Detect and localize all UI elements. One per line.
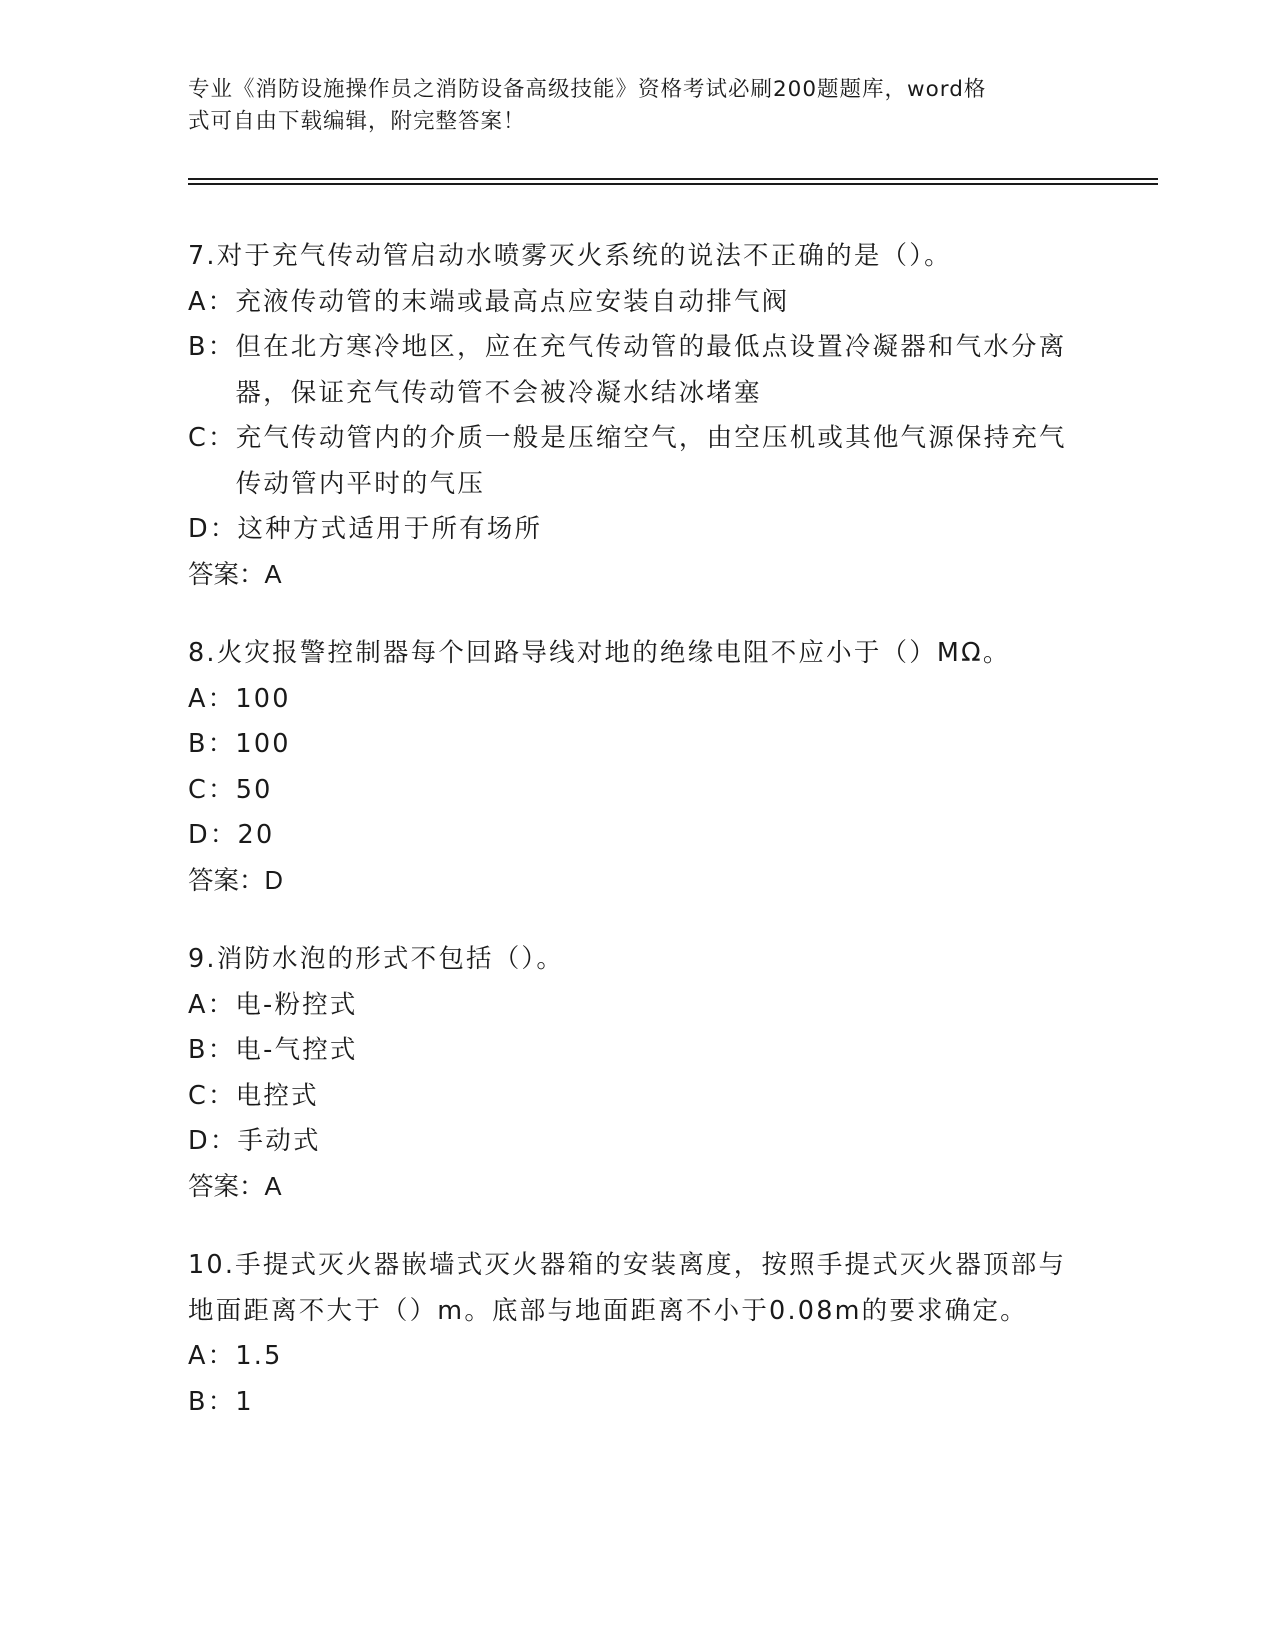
answer-value: A — [264, 1172, 282, 1201]
option-text: 但在北方寒冷地区，应在充气传动管的最低点设置冷凝器和气水分离器，保证充气传动管不会被冷凝水结冰堵塞 — [235, 332, 1067, 408]
answer-value: A — [264, 560, 282, 589]
question-8 — [188, 631, 1088, 904]
option-key: A： — [188, 989, 236, 1020]
question-text: 7.对于充气传动管启动水喷雾灭火系统的说法不正确的是（）。 — [188, 241, 952, 271]
option-key: C： — [188, 423, 236, 453]
question-7 — [188, 234, 1088, 598]
answer-line — [188, 859, 1088, 905]
answer-label: 答案： — [188, 866, 265, 895]
option-text: 100 — [235, 683, 291, 714]
option-key: A： — [188, 683, 236, 714]
option-text: 1.5 — [235, 1341, 283, 1371]
option-text: 充气传动管内的介质一般是压缩空气，由空压机或其他气源保持充气传动管内平时的气压 — [235, 423, 1067, 499]
option-text: 50 — [235, 774, 273, 805]
option-text: 手动式 — [237, 1126, 321, 1156]
option-c — [188, 1074, 1088, 1120]
option-a — [188, 677, 1088, 723]
question-text: 8.火灾报警控制器每个回路导线对地的绝缘电阻不应小于（）MΩ。 — [188, 638, 1011, 668]
option-key: C： — [188, 1080, 236, 1111]
option-key: D： — [188, 820, 238, 850]
answer-label: 答案： — [188, 560, 265, 589]
option-key: D： — [188, 514, 238, 544]
option-b — [188, 325, 1088, 416]
option-text: 电-粉控式 — [235, 989, 358, 1020]
option-key: B： — [188, 729, 236, 759]
option-key: A： — [188, 1341, 236, 1371]
option-text: 电控式 — [235, 1080, 319, 1111]
option-b — [188, 1380, 1088, 1426]
option-c — [188, 768, 1088, 814]
option-text: 100 — [235, 729, 291, 759]
question-10 — [188, 1243, 1088, 1425]
option-text: 1 — [235, 1386, 254, 1417]
option-key: B： — [188, 332, 236, 362]
option-d — [188, 813, 1088, 859]
option-b — [188, 1028, 1088, 1074]
answer-label: 答案： — [188, 1172, 265, 1201]
question-list — [188, 234, 1088, 1425]
question-text: 9.消防水泡的形式不包括（）。 — [188, 944, 565, 974]
header-line-2: 式可自由下载编辑，附完整答案！ — [188, 109, 526, 134]
option-d — [188, 1119, 1088, 1165]
answer-value: D — [264, 866, 283, 895]
option-b — [188, 722, 1088, 768]
option-a — [188, 1334, 1088, 1380]
option-c — [188, 416, 1088, 507]
option-key: B： — [188, 1035, 236, 1065]
option-a — [188, 280, 1088, 326]
header-divider-bottom — [188, 183, 1158, 185]
option-text: 充液传动管的末端或最高点应安装自动排气阀 — [235, 286, 790, 317]
option-text: 电-气控式 — [235, 1035, 358, 1065]
option-text: 这种方式适用于所有场所 — [237, 514, 543, 544]
option-d — [188, 507, 1088, 553]
question-text: 10.手提式灭火器嵌墙式灭火器箱的安装离度，按照手提式灭火器顶部与地面距离不大于（）m。底部与地面距离不小于0.08m的要求确定。 — [188, 1250, 1067, 1326]
option-text: 20 — [237, 820, 275, 850]
option-key: D： — [188, 1126, 238, 1156]
answer-line — [188, 1165, 1088, 1211]
option-key: B： — [188, 1386, 236, 1417]
option-a — [188, 983, 1088, 1029]
document-header — [188, 74, 1088, 138]
answer-line — [188, 553, 1088, 599]
option-key: C： — [188, 774, 236, 805]
header-divider-top — [188, 178, 1158, 180]
option-key: A： — [188, 286, 236, 317]
question-9 — [188, 937, 1088, 1210]
header-line-1: 专业《消防设施操作员之消防设备高级技能》资格考试必刷200题题库，word格 — [188, 77, 987, 102]
